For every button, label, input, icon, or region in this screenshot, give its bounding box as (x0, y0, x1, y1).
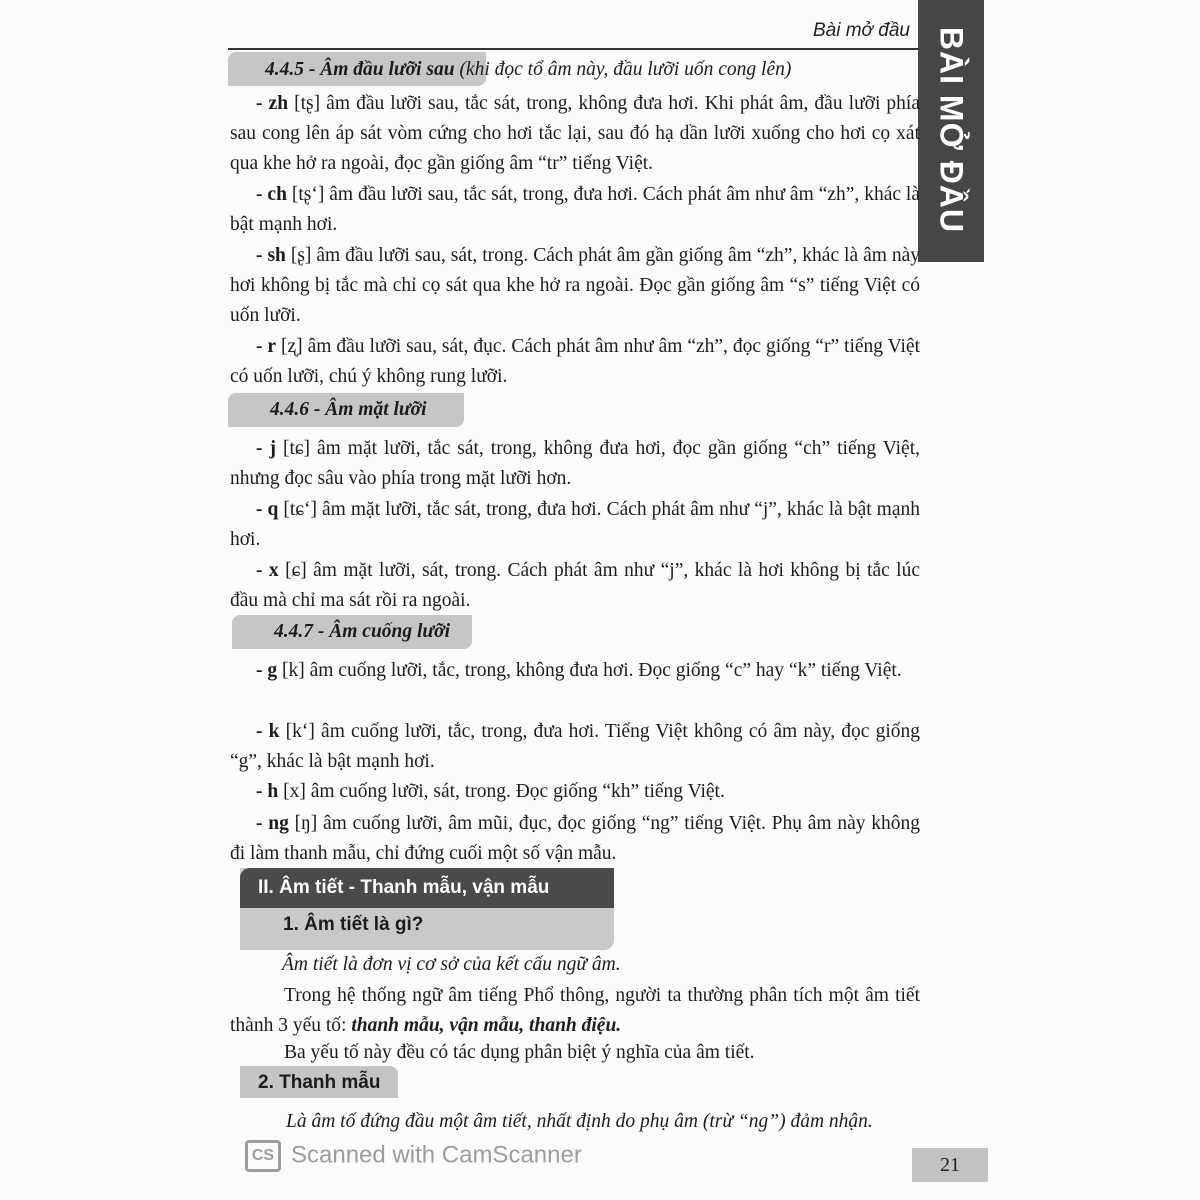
term-h: - h (256, 781, 279, 802)
desc-zh: [tʂ] âm đầu lưỡi sau, tắc sát, trong, không đưa hơi. Khi phát âm, đầu lưỡi phía sau cong lên áp sát vòm cứng cho hơi tắc lại, sau đó hạ dần lưỡi xuống cho hơi cọ xát qua khe hở ra ngoài, đọc gần giống âm “tr” tiếng Việt. (230, 93, 920, 174)
section-2-sub1: 1. Âm tiết là gì? (283, 914, 424, 935)
paragraph-x (230, 556, 920, 616)
initial-definition: Là âm tố đứng đầu một âm tiết, nhất định do phụ âm (trừ “ng”) đảm nhận. (286, 1111, 873, 1132)
syllable-function: Ba yếu tố này đều có tác dụng phân biệt ý nghĩa của âm tiết. (284, 1042, 755, 1063)
desc-x: [ɕ] âm mặt lưỡi, sát, trong. Cách phát âm như “j”, khác là hơi không bị tắc lúc đầu mà chỉ ma sát rồi ra ngoài. (230, 560, 921, 611)
paragraph-r (230, 332, 920, 392)
paragraph-k (230, 717, 920, 777)
desc-ch: [tʂʻ] âm đầu lưỡi sau, tắc sát, trong, đưa hơi. Cách phát âm như âm “zh”, khác là bật mạnh hơi. (230, 184, 920, 235)
desc-j: [tɕ] âm mặt lưỡi, tắc sát, trong, không đưa hơi, đọc gần giống “ch” tiếng Việt, nhưng đọc sâu vào phía trong mặt lưỡi hơn. (230, 438, 921, 489)
desc-k: [kʻ] âm cuống lưỡi, tắc, trong, đưa hơi. Tiếng Việt không có âm này, đọc giống “g”, khác là bật mạnh hơi. (230, 721, 921, 772)
desc-q: [tɕʻ] âm mặt lưỡi, tắc sát, trong, đưa hơi. Cách phát âm như “j”, khác là bật mạnh hơi. (230, 499, 921, 550)
paragraph-q (230, 495, 920, 555)
section-2-sub2: 2. Thanh mẫu (258, 1072, 381, 1093)
camscanner-watermark (245, 1140, 582, 1172)
heading-445 (265, 53, 791, 87)
running-header: Bài mở đầu (812, 20, 910, 41)
term-j: - j (256, 438, 276, 459)
desc-g: [k] âm cuống lưỡi, tắc, trong, không đưa hơi. Đọc giống “c” hay “k” tiếng Việt. (282, 660, 902, 681)
term-zh: - zh (256, 93, 289, 114)
paragraph-j (230, 434, 920, 494)
term-r: - r (256, 336, 277, 357)
heading-446: 4.4.6 - Âm mặt lưỡi (270, 399, 427, 420)
page-number: 21 (940, 1154, 960, 1176)
analysis-terms: thanh mẫu, vận mẫu, thanh điệu. (351, 1015, 622, 1036)
desc-ng: [ŋ] âm cuống lưỡi, âm mũi, đục, đọc giống “ng” tiếng Việt. Phụ âm này không đi làm thanh mẫu, chỉ đứng cuối một số vận mẫu. (230, 813, 921, 864)
paragraph-sh (230, 241, 920, 331)
chapter-tab-label: BÀI MỞ ĐẦU (933, 26, 970, 234)
term-q: - q (256, 499, 279, 520)
term-k: - k (256, 721, 280, 742)
paragraph-zh (230, 89, 920, 179)
paragraph-g (230, 656, 920, 686)
desc-h: [x] âm cuống lưỡi, sát, trong. Đọc giống “kh” tiếng Việt. (283, 781, 725, 802)
term-ch: - ch (256, 184, 287, 205)
camscanner-icon: CS (245, 1140, 281, 1172)
term-sh: - sh (256, 245, 286, 266)
heading-445-title: 4.4.5 - Âm đầu lưỡi sau (265, 59, 455, 80)
section-2-title: II. Âm tiết - Thanh mẫu, vận mẫu (258, 877, 550, 898)
heading-445-note: (khi đọc tổ âm này, đầu lưỡi uốn cong lên) (459, 59, 792, 80)
heading-447: 4.4.7 - Âm cuống lưỡi (274, 621, 450, 642)
term-ng: - ng (256, 813, 289, 834)
analysis-text: Trong hệ thống ngữ âm tiếng Phổ thông, người ta thường phân tích một âm tiết thành 3 yếu tố: (230, 985, 920, 1036)
paragraph-ng (230, 809, 920, 869)
watermark-text: Scanned with CamScanner (291, 1141, 582, 1169)
paragraph-h (230, 777, 920, 807)
term-x: - x (256, 560, 279, 581)
term-g: - g (256, 660, 278, 681)
header-rule (228, 48, 918, 50)
syllable-analysis (230, 981, 920, 1041)
desc-sh: [ʂ] âm đầu lưỡi sau, sát, trong. Cách phát âm gần giống âm “zh”, khác là âm này hơi không bị tắc mà chỉ cọ sát qua khe hở ra ngoài. Đọc gần giống âm “s” tiếng Việt có uốn lưỡi. (230, 245, 920, 326)
desc-r: [ʐ] âm đầu lưỡi sau, sát, đục. Cách phát âm như âm “zh”, đọc giống “r” tiếng Việt có uốn lưỡi, chú ý không rung lưỡi. (230, 336, 921, 387)
syllable-definition: Âm tiết là đơn vị cơ sở của kết cấu ngữ âm. (282, 954, 621, 975)
paragraph-ch (230, 180, 920, 240)
